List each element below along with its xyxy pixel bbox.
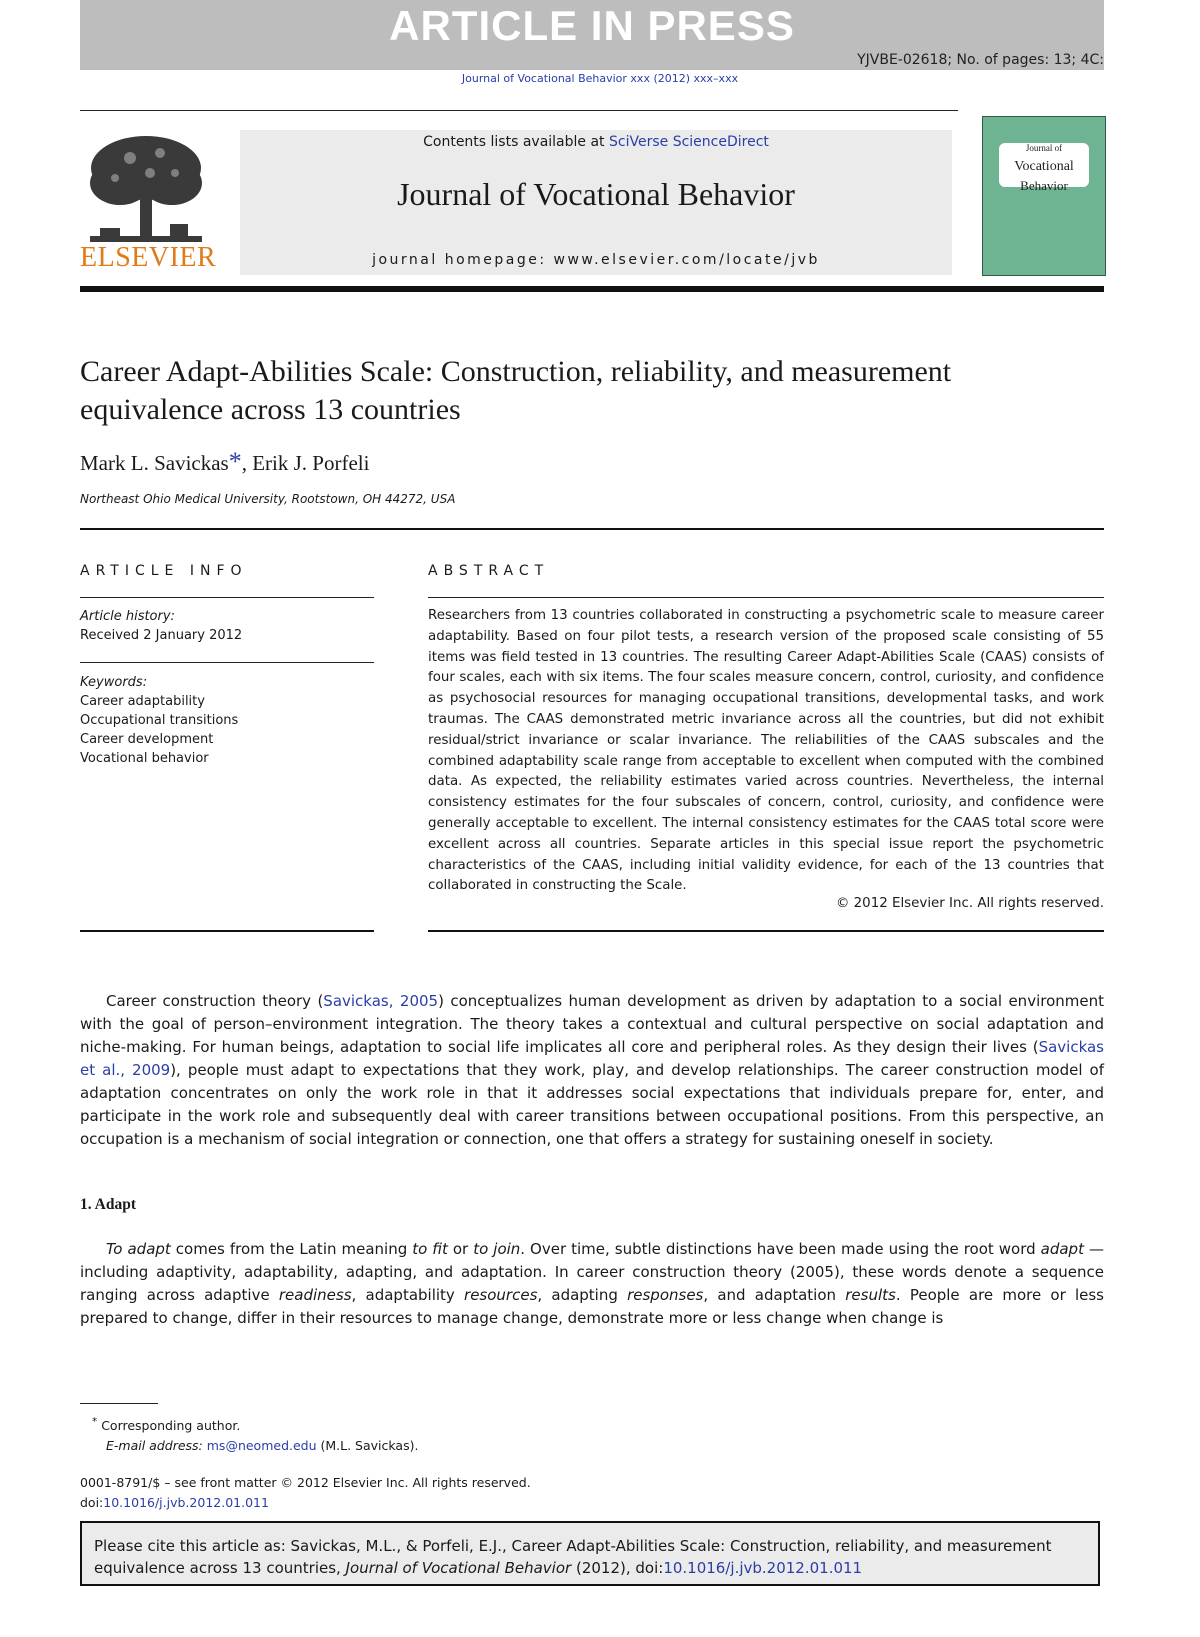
- abstract-heading: ABSTRACT: [428, 563, 550, 579]
- abstract-text: Researchers from 13 countries collaborated in constructing a psychometric scale to measure career adaptability. Based on four pilot tests, a research version of the proposed scale consisting of 55 items was field tested in 13 countries. The resulting Career Adapt-Abilities Scale (CAAS) consists of four scales, each with six items. The four scales measure concern, control, curiosity, and confidence as psychosocial resources for managing occupational transitions, developmental tasks, and work traumas. The CAAS demonstrated metric invariance across all the countries, but did not exhibit residual/strict invariance or scalar invariance. The reliabilities of the CAAS subscales and the combined adaptability scale range from acceptable to excellent when computed with the combined data. As expected, the reliability estimates varied across countries. Nevertheless, the internal consistency estimates for the four subscales of concern, control, curiosity, and confidence were generally acceptable to excellent. The internal consistency estimates for the CAAS total score were excellent across all countries. Separate articles in this special issue report the psychometric characteristics of the CAAS, including initial validity evidence, for each of the 13 countries that collaborated in constructing the Scale.: [428, 608, 1104, 894]
- corresponding-author-mark[interactable]: *: [228, 447, 242, 476]
- citation-savickas-2009[interactable]: Savickas et al., 2009: [80, 1038, 1104, 1079]
- abstract-bottom-rule: [428, 930, 1104, 932]
- text-run: to fit: [412, 1240, 448, 1258]
- cover-line-3: Behavior: [1020, 177, 1068, 193]
- journal-reference-link[interactable]: Journal of Vocational Behavior xxx (2012) xxx–xxx: [461, 72, 739, 85]
- text-run: . Over time, subtle distinctions have been made using the root word: [520, 1240, 1041, 1258]
- text-run: ) conceptualizes human development as driven by adaptation to a social environment with the goal of person–environment integration. The theory takes a contextual and cultural perspective on social adaptation and niche-making. For human beings, adaptation to social life implicates all core and peripheral roles. As they design their lives (: [80, 992, 1104, 1056]
- text-run: . People are more or less prepared to change, differ in their resources to manage change, demonstrate more or less change when change is: [80, 1286, 1104, 1327]
- adapt-paragraph: [80, 1238, 1104, 1330]
- footnote-rule: [80, 1403, 158, 1404]
- abstract-rule: [428, 597, 1104, 598]
- doi-prefix: doi:: [80, 1495, 104, 1510]
- text-run: adapt: [1040, 1240, 1084, 1258]
- contents-prefix: Contents lists available at: [423, 134, 609, 150]
- section-heading-adapt: 1. Adapt: [80, 1196, 136, 1213]
- cover-label: [999, 143, 1089, 193]
- article-id: YJVBE-02618; No. of pages: 13; 4C:: [857, 52, 1104, 68]
- elsevier-logo: [80, 128, 217, 278]
- journal-name: Journal of Vocational Behavior: [397, 176, 795, 212]
- citation-text: Please cite this article as: Savickas, M.L., & Porfeli, E.J., Career Adapt-Abilities Scale: Construction, reliability, and measurement equivalence across 13 countries,: [94, 1537, 1052, 1577]
- citation-savickas-2005[interactable]: Savickas, 2005: [323, 992, 439, 1010]
- text-run: responses: [627, 1286, 704, 1304]
- journal-homepage[interactable]: journal homepage: www.elsevier.com/locate/jvb: [372, 252, 820, 268]
- text-run: results: [845, 1286, 896, 1304]
- cover-line-2: Vocational: [1014, 159, 1074, 175]
- title-rule: [80, 528, 1104, 530]
- text-run: — including adaptivity, adaptability, adapting, and adaptation. In career construction theory (2005), these words denote a sequence ranging across adaptive: [80, 1240, 1104, 1304]
- text-run: To adapt: [106, 1240, 171, 1258]
- header-thick-rule: [80, 286, 1104, 292]
- author-separator: ,: [241, 451, 253, 475]
- banner-title: ARTICLE IN PRESS: [389, 2, 795, 49]
- keyword-item: Career development: [80, 732, 214, 747]
- journal-cover: [982, 116, 1106, 276]
- text-run: comes from the Latin meaning: [170, 1240, 413, 1258]
- article-title: Career Adapt-Abilities Scale: Construction, reliability, and measurement equivalence across 13 countries: [80, 355, 952, 426]
- text-run: , and adaptation: [703, 1286, 846, 1304]
- text-run: , adaptability: [351, 1286, 465, 1304]
- keyword-item: Career adaptability: [80, 694, 205, 709]
- author-2[interactable]: Erik J. Porfeli: [252, 451, 370, 475]
- citation-box: [80, 1521, 1100, 1586]
- keyword-item: Occupational transitions: [80, 713, 239, 728]
- text-run: to join: [473, 1240, 521, 1258]
- header-rule: [80, 110, 958, 111]
- text-run: resources: [464, 1286, 538, 1304]
- abstract-copyright: © 2012 Elsevier Inc. All rights reserved.: [836, 896, 1104, 911]
- citation-doi-link[interactable]: 10.1016/j.jvb.2012.01.011: [663, 1559, 863, 1577]
- keywords-rule: [80, 662, 374, 663]
- history-label: Article history:: [80, 609, 175, 624]
- footnote: [80, 1412, 418, 1456]
- footnote-mark: *: [92, 1416, 98, 1428]
- citation-year: (2012), doi:: [571, 1559, 664, 1577]
- citation-journal: Journal of Vocational Behavior: [345, 1559, 572, 1577]
- email-label: E-mail address:: [106, 1438, 203, 1454]
- sciencedirect-link[interactable]: SciVerse ScienceDirect: [609, 134, 769, 150]
- text-run: ), people must adapt to expectations that they work, play, and develop relationships. The career construction model of adaptation concentrates on only the work role in that it addresses social expectations that individuals prepare for, enter, and participate in the work role and subsequently deal with career transitions between occupational positions. From this perspective, an occupation is a mechanism of social integration or connection, one that offers a strategy for sustaining oneself in society.: [80, 1061, 1104, 1148]
- issn-line: 0001-8791/$ – see front matter © 2012 Elsevier Inc. All rights reserved.: [80, 1475, 531, 1490]
- affiliation: Northeast Ohio Medical University, Rootstown, OH 44272, USA: [80, 492, 456, 506]
- article-info-rule: [80, 597, 374, 598]
- text-run: , adapting: [537, 1286, 628, 1304]
- email-link[interactable]: ms@neomed.edu: [206, 1438, 317, 1454]
- received-date: Received 2 January 2012: [80, 628, 243, 643]
- keywords-label: Keywords:: [80, 675, 148, 690]
- corresponding-author-note: Corresponding author.: [101, 1418, 241, 1434]
- email-suffix: (M.L. Savickas).: [316, 1438, 419, 1454]
- doi-link[interactable]: 10.1016/j.jvb.2012.01.011: [103, 1495, 269, 1510]
- keywords-block: [80, 673, 238, 768]
- contents-line: [240, 134, 952, 150]
- text-run: Career construction theory (: [106, 992, 324, 1010]
- article-info-bottom-rule: [80, 930, 374, 932]
- article-history: [80, 607, 242, 645]
- cover-line-1: Journal of: [1025, 143, 1063, 154]
- keyword-item: Vocational behavior: [80, 751, 209, 766]
- text-run: readiness: [278, 1286, 352, 1304]
- intro-paragraph: [80, 990, 1104, 1151]
- text-run: or: [447, 1240, 474, 1258]
- publisher-logo-text: ELSEVIER: [80, 242, 217, 273]
- author-1[interactable]: Mark L. Savickas: [80, 451, 229, 475]
- article-info-heading: ARTICLE INFO: [80, 563, 248, 579]
- author-list: [80, 447, 369, 477]
- front-matter: [80, 1473, 531, 1513]
